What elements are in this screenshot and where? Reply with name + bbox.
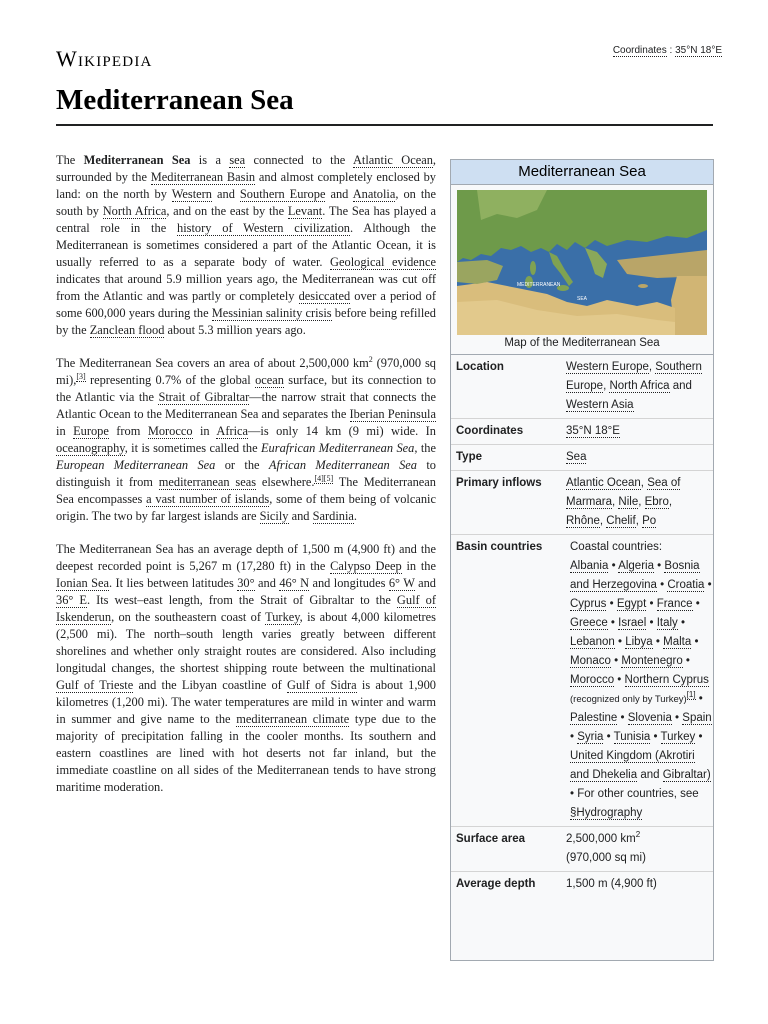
coordinates-value xyxy=(566,422,708,441)
basin-country-link[interactable]: Egypt xyxy=(616,598,647,610)
basin-separator: • xyxy=(653,560,665,572)
basin-separator: • xyxy=(603,731,614,743)
article-link[interactable]: North Africa xyxy=(102,204,167,218)
basin-separator: • xyxy=(695,731,703,743)
article-paragraph-1 xyxy=(56,152,436,339)
basin-country-link[interactable]: Algeria xyxy=(618,560,654,572)
article-link[interactable]: Morocco xyxy=(147,424,193,438)
infobox-title: Mediterranean Sea xyxy=(451,160,713,185)
article-text: , some of them being of volcanic origin. The two by far largest islands are xyxy=(56,492,436,523)
article-text: and xyxy=(414,576,436,590)
article-link[interactable]: Sicily xyxy=(259,509,289,523)
area-value-mi: (970,000 sq mi) xyxy=(566,852,646,864)
article-text: . xyxy=(353,509,358,523)
basin-separator: • xyxy=(606,598,617,610)
basin-other: For other countries, see xyxy=(577,788,699,800)
article-text: from xyxy=(108,424,148,438)
inflow-link-atlantic[interactable]: Atlantic Ocean xyxy=(566,477,641,489)
article-text: , the xyxy=(414,441,436,455)
article-text: , on the southeastern coast of xyxy=(111,610,266,624)
infobox-row-basin xyxy=(451,535,713,827)
article-text: in the xyxy=(401,559,436,573)
article-text: . It lies between latitudes xyxy=(108,576,238,590)
article-link[interactable]: Southern Europe xyxy=(239,187,326,201)
basin-country-link[interactable]: Israel xyxy=(618,617,647,629)
basin-note-ref[interactable]: [1] xyxy=(686,690,696,700)
basin-separator: • xyxy=(652,636,664,648)
basin-country-link[interactable]: Morocco xyxy=(570,674,615,686)
article-link[interactable]: Mediterranean Basin xyxy=(150,170,256,184)
inflow-link-nile[interactable]: Nile xyxy=(618,496,639,508)
article-link[interactable]: Turkey xyxy=(265,610,300,624)
basin-country-link[interactable]: Italy xyxy=(656,617,678,629)
location-link-western-europe[interactable]: Western Europe xyxy=(566,361,649,373)
article-text: 2 xyxy=(368,354,373,364)
article-link[interactable]: oceanography xyxy=(56,441,125,455)
article-link[interactable]: sea xyxy=(229,153,246,167)
article-link[interactable]: Gulf of Sidra xyxy=(287,678,357,692)
basin-separator: • xyxy=(671,712,683,724)
inflows-label: Primary inflows xyxy=(456,477,542,489)
article-text: The Mediterranean Sea covers an area of about 2,500,000 km xyxy=(56,356,369,370)
article-link[interactable]: Europe xyxy=(73,424,109,438)
article-text: in xyxy=(192,424,217,438)
basin-country-link[interactable]: Turkey xyxy=(660,731,696,743)
location-value: Western Europe, Southern Europe, North Africa and Western Asia xyxy=(566,361,702,411)
article-text: Eurafrican Mediterranean Sea xyxy=(260,441,415,455)
article-text: . The Sea has played a central role in the xyxy=(56,204,437,235)
article-link[interactable]: Iberian Peninsula xyxy=(349,407,436,421)
basin-hydrography-link[interactable]: §Hydrography xyxy=(570,807,643,819)
article-link[interactable]: a vast number of islands xyxy=(146,492,270,506)
inflows-value: Atlantic Ocean, Sea of Marmara, Nile, Ebro, Rhône, Chelif, Po xyxy=(566,477,681,527)
article-text: The Mediterranean Sea encompasses xyxy=(56,475,436,506)
depth-value: 1,500 m (4,900 ft) xyxy=(566,878,657,890)
basin-country-link[interactable]: Monaco xyxy=(570,655,611,667)
article-text: over a period of some 600,000 years during the xyxy=(56,289,436,320)
article-text: surface, but its connection to the Atlantic via the xyxy=(56,373,436,404)
basin-separator: • xyxy=(646,598,657,610)
article-link[interactable]: Africa xyxy=(216,424,249,438)
article-text: about 5.3 million years ago. xyxy=(164,323,306,337)
basin-country-link[interactable]: Palestine xyxy=(570,712,618,724)
article-text: and longitudes xyxy=(309,576,389,590)
basin-country-link[interactable]: Tunisia xyxy=(613,731,651,743)
type-link-sea[interactable]: Sea xyxy=(566,451,587,463)
inflow-link-chelif[interactable]: Chelif xyxy=(606,515,636,527)
article-text: and xyxy=(211,187,240,201)
article-text: or the xyxy=(215,458,269,472)
location-label: Location xyxy=(456,361,504,373)
article-link[interactable]: Atlantic Ocean xyxy=(352,153,433,167)
basin-country-link[interactable]: Gibraltar) xyxy=(662,769,711,781)
map-caption: Map of the Mediterranean Sea xyxy=(451,335,713,355)
basin-country-link[interactable]: Northern Cyprus xyxy=(624,674,709,686)
map-label-mediterranean: MEDITERRANEAN xyxy=(517,282,561,288)
inflow-link-po[interactable]: Po xyxy=(642,515,657,527)
article-text: , surrounded by the xyxy=(56,153,437,184)
article-link[interactable]: Western xyxy=(171,187,212,201)
basin-country-link[interactable]: Montenegro xyxy=(621,655,683,667)
article-text: indicates that around 5.9 million years ago, the Mediterranean was cut off from the Atlantic and was partly or completely xyxy=(56,272,436,303)
infobox-row-inflows xyxy=(451,471,713,535)
article-link[interactable]: Ionian Sea xyxy=(56,576,109,590)
basin-separator: • xyxy=(570,788,578,800)
coordinates-header: Coordinates : 35°N 18°E xyxy=(612,45,722,56)
inflow-link-rhone[interactable]: Rhône xyxy=(566,515,600,527)
basin-separator: • xyxy=(617,712,628,724)
basin-country-link[interactable]: France xyxy=(656,598,693,610)
map-graphic xyxy=(457,190,707,335)
article-text: is about 1,900 kilometres (1,200 mi). The water temperatures are mild in winter and warm in summer and give name to the xyxy=(56,678,437,726)
article-link[interactable]: 36° E xyxy=(56,593,87,607)
coordinates-label: Coordinates xyxy=(456,425,524,437)
basin-separator: • xyxy=(692,598,700,610)
article-paragraph-3 xyxy=(56,541,436,796)
article-link[interactable]: Calypso Deep xyxy=(330,559,402,573)
basin-separator: • xyxy=(610,655,622,667)
article-link[interactable]: 30° xyxy=(237,576,255,590)
basin-separator: • xyxy=(614,674,625,686)
basin-separator: • xyxy=(608,560,619,572)
basin-separator: • xyxy=(695,693,703,705)
basin-country-link[interactable]: Malta xyxy=(663,636,692,648)
article-link[interactable]: Anatolia xyxy=(352,187,396,201)
area-value-km: 2,500,000 km xyxy=(566,833,636,845)
article-text: elsewhere. xyxy=(256,475,315,489)
article-text: —the narrow strait that connects the Atlantic Ocean to the Mediterranean Sea and separates the xyxy=(56,390,436,421)
map-label-sea: SEA xyxy=(577,296,588,302)
article-link[interactable]: Sardinia xyxy=(312,509,354,523)
article-link[interactable]: 6° W xyxy=(388,576,415,590)
article-text: —is only 14 km (9 mi) wide. In xyxy=(248,424,436,438)
basin-country-link[interactable]: Greece xyxy=(570,617,608,629)
basin-country-link[interactable]: Lebanon xyxy=(570,636,615,648)
article-text: , on the south by xyxy=(56,187,437,218)
article-text: connected to the xyxy=(245,153,353,167)
article-text: . Although the Mediterranean is sometimes considered a part of the Atlantic Ocean, it is usually referred to as a separate body of water. xyxy=(56,221,437,269)
article-text: The xyxy=(56,153,84,167)
mediterranean-map-image[interactable] xyxy=(457,190,707,335)
location-link-southern-europe[interactable]: Southern Europe xyxy=(566,361,702,392)
article-text: and the Libyan coastline of xyxy=(133,678,288,692)
article-link[interactable]: mediterranean climate xyxy=(236,712,350,726)
article-link[interactable]: Messinian salinity crisis xyxy=(211,306,332,320)
article-text: African Mediterranean Sea xyxy=(268,458,417,472)
location-link-north-africa[interactable]: North Africa xyxy=(609,380,670,392)
depth-label: Average depth xyxy=(456,878,536,890)
article-link[interactable]: Zanclean flood xyxy=(89,323,165,337)
article-link[interactable]: Strait of Gibraltar xyxy=(158,390,250,404)
inflow-link-ebro[interactable]: Ebro xyxy=(644,496,669,508)
infobox xyxy=(450,159,714,961)
article-text: and xyxy=(325,187,353,201)
article-text: in xyxy=(56,424,74,438)
article-text: . Its west–east length, from the Strait of Gibraltar to the xyxy=(86,593,397,607)
basin-note: (recognized only by Turkey) xyxy=(570,694,687,705)
basin-country-link[interactable]: Spain xyxy=(682,712,712,724)
basin-separator: • xyxy=(646,617,657,629)
infobox-row-depth xyxy=(451,872,713,897)
basin-and: and xyxy=(640,769,660,781)
article-link[interactable]: mediterranean seas xyxy=(158,475,257,489)
article-text: The Mediterranean Sea has an average depth of 1,500 m (4,900 ft) and the deepest recorded point is 5,267 m (17,280 ft) in the xyxy=(56,542,436,573)
basin-country-link[interactable]: Bosnia and Herzegovina xyxy=(570,560,700,591)
basin-separator: • xyxy=(614,636,626,648)
article-link[interactable]: history of Western civilization xyxy=(177,221,351,235)
basin-country-link[interactable]: Syria xyxy=(577,731,604,743)
infobox-row-type xyxy=(451,445,713,471)
article-text: , it is sometimes called the xyxy=(124,441,261,455)
article-text: is a xyxy=(190,153,230,167)
article-body xyxy=(56,152,436,812)
article-text: before being refilled by the xyxy=(56,306,436,337)
basin-value xyxy=(566,538,712,823)
type-label: Type xyxy=(456,451,482,463)
article-text: and xyxy=(288,509,313,523)
article-text: European Mediterranean Sea xyxy=(56,458,216,472)
basin-label: Basin countries xyxy=(456,541,543,553)
article-paragraph-2 xyxy=(56,355,436,525)
basin-separator: • xyxy=(570,731,578,743)
coordinates-label-link[interactable]: Coordinates xyxy=(612,45,667,56)
article-text: , is about 4,000 kilometres (2,500 mi). The north–south length varies greatly between different shorelines and whether only straight routes are considered. Also including longitudal changes, the shortest shipping route between the multinational xyxy=(56,610,437,675)
basin-country-link[interactable]: Libya xyxy=(625,636,653,648)
article-text: to distinguish it from xyxy=(56,458,436,489)
article-text: and xyxy=(254,576,280,590)
infobox-row-coordinates xyxy=(451,419,713,445)
basin-separator: • xyxy=(650,731,661,743)
article-link[interactable]: Gulf of Iskenderun xyxy=(56,593,436,624)
basin-separator: • xyxy=(607,617,619,629)
coordinates-value-link[interactable]: 35°N 18°E xyxy=(675,45,722,56)
article-link[interactable]: 46° N xyxy=(279,576,310,590)
basin-country-link[interactable]: United Kingdom (Akrotiri and Dhekelia xyxy=(570,750,695,781)
basin-separator: • xyxy=(691,636,699,648)
basin-separator: • xyxy=(682,655,690,667)
article-text: , and on the east by the xyxy=(166,204,288,218)
article-text: type due to the majority of precipitation falling in the cooler months. Its southern and eastern coastlines are lined with hot deserts not far inland, but the immediate coastline on all sides of the Mediterranean tends to have strong maritime moderation. xyxy=(56,712,436,794)
inflow-link-marmara[interactable]: Sea of Marmara xyxy=(566,477,681,508)
page-title: Mediterranean Sea xyxy=(56,84,294,116)
area-value: 2,500,000 $km^2$ (970,000 sq mi) xyxy=(566,830,646,864)
article-link[interactable]: desiccated xyxy=(298,289,351,303)
article-link[interactable]: Levant xyxy=(287,204,323,218)
location-link-western-asia[interactable]: Western Asia xyxy=(566,399,634,411)
basin-separator: • xyxy=(656,579,668,591)
coordinates-link[interactable]: 35°N 18°E xyxy=(566,425,620,437)
area-label: Surface area xyxy=(456,833,526,845)
basin-country-link[interactable]: Albania xyxy=(570,560,609,572)
article-text: and almost completely enclosed by land: on the north by xyxy=(56,170,436,201)
basin-country-link[interactable]: Slovenia xyxy=(627,712,672,724)
article-text: Mediterranean Sea xyxy=(83,153,191,167)
article-link[interactable]: Geological evidence xyxy=(330,255,436,269)
article-text: representing 0.7% of the global xyxy=(85,373,256,387)
basin-country-link[interactable]: Croatia xyxy=(667,579,705,591)
title-divider xyxy=(56,124,713,126)
infobox-row-location xyxy=(451,355,713,419)
article-link[interactable]: [3] xyxy=(76,371,86,381)
basin-country-link[interactable]: Cyprus xyxy=(570,598,607,610)
article-text: (970,000 sq mi), xyxy=(56,356,437,387)
basin-separator: • xyxy=(704,579,712,591)
basin-separator: • xyxy=(677,617,686,629)
article-link[interactable]: Gulf of Trieste xyxy=(56,678,134,692)
infobox-row-area xyxy=(451,827,713,872)
type-value xyxy=(566,448,708,467)
basin-intro: Coastal countries: xyxy=(570,541,663,553)
article-link[interactable]: [4][5] xyxy=(314,473,334,483)
article-link[interactable]: ocean xyxy=(255,373,284,387)
wikipedia-logo[interactable]: Wikipedia xyxy=(56,46,153,71)
